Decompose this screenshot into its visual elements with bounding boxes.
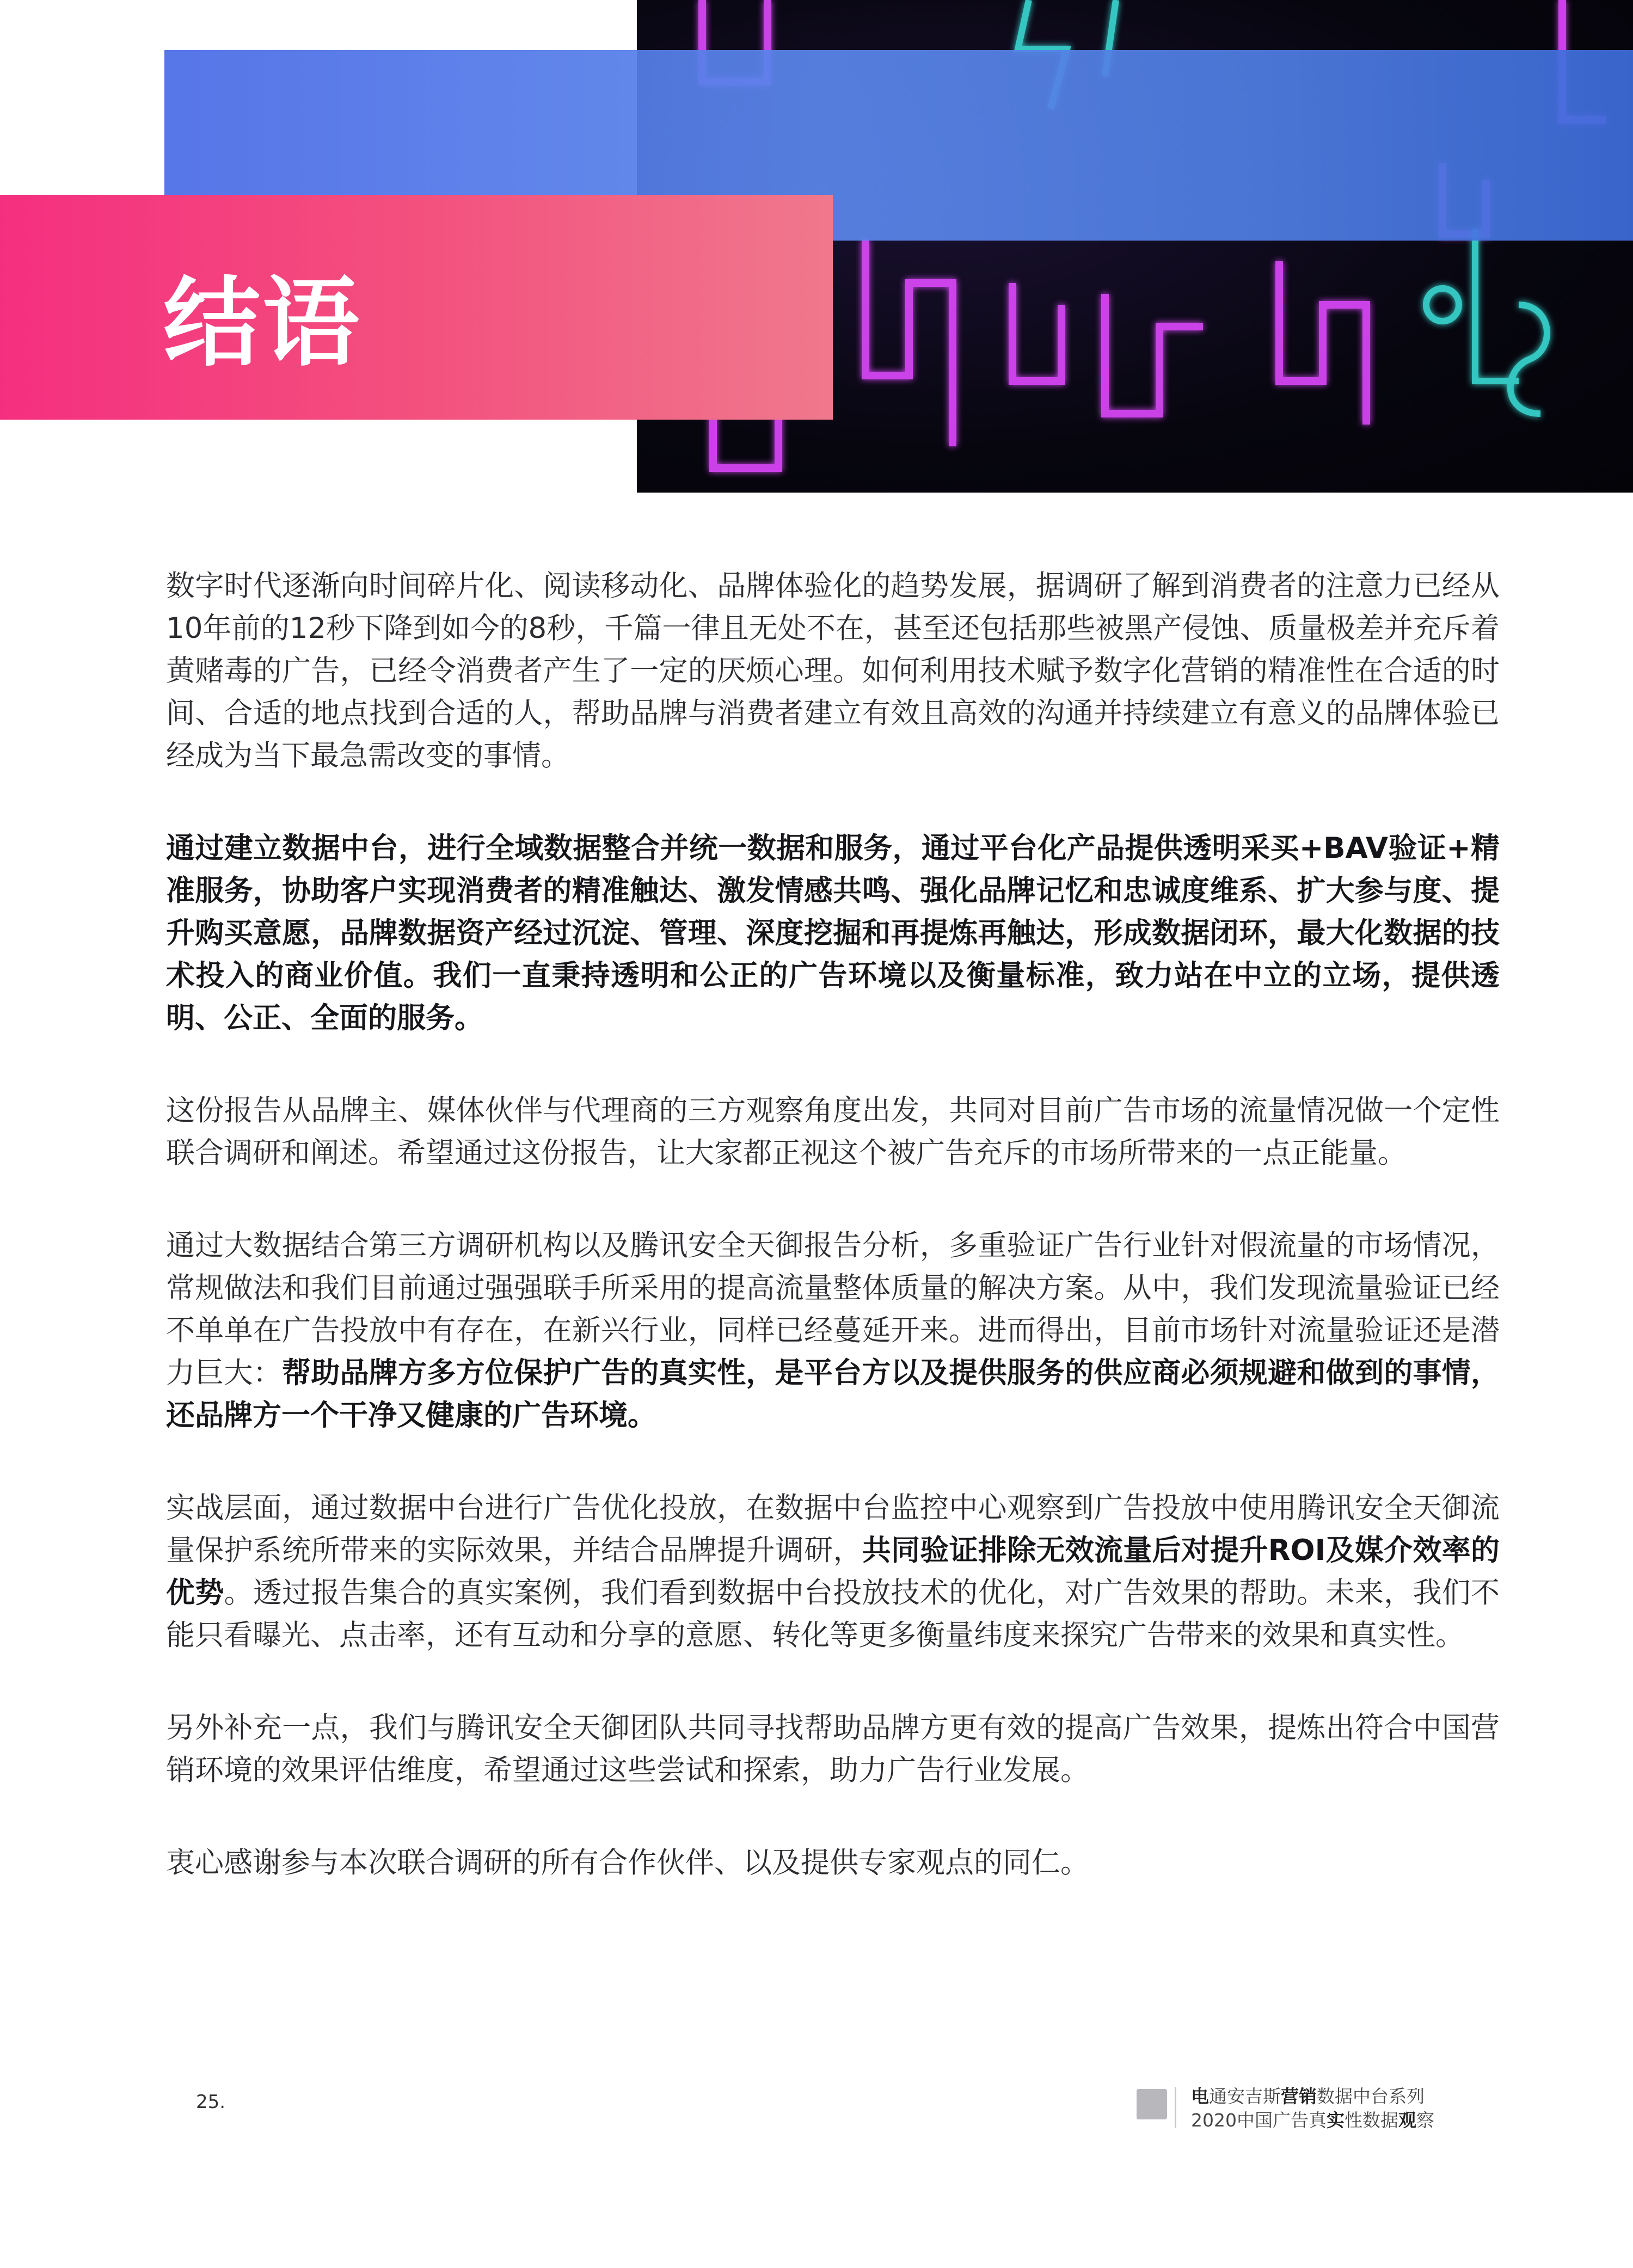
header-pink-band (0, 195, 833, 420)
paragraph-4-emphasis: 帮助品牌方多方位保护广告的真实性，是平台方以及提供服务的供应商必须规避和做到的事情，还品牌方一个干净又健康的广告环境。 (166, 1356, 1500, 1432)
report-series-line-1 (1191, 2085, 1434, 2109)
report-series-line-2 (1191, 2109, 1434, 2132)
series-text: 性数据 (1344, 2110, 1398, 2131)
publisher-logo-icon (1137, 2089, 1167, 2119)
series-text-bold: 营销 (1281, 2086, 1317, 2107)
page-number: 25. (196, 2091, 226, 2113)
paragraph-6: 另外补充一点，我们与腾讯安全天御团队共同寻找帮助品牌方更有效的提高广告效果，提炼出符合中国营销环境的效果评估维度，希望通过这些尝试和探索，助力广告行业发展。 (166, 1711, 1500, 1787)
article-body (166, 565, 1500, 1934)
paragraph-5-emphasis: 共同验证排除无效流量后对提升ROI及媒介效率的优势 (166, 1534, 1500, 1609)
paragraph-4 (166, 1225, 1500, 1437)
paragraph-3: 这份报告从品牌主、媒体伙伴与代理商的三方观察角度出发，共同对目前广告市场的流量情况做一个定性联合调研和阐述。希望通过这份报告，让大家都正视这个被广告充斥的市场所带来的一点正能量。 (166, 1094, 1500, 1170)
series-text: 通安吉斯 (1209, 2086, 1281, 2107)
paragraph-5-text-b: 。透过报告集合的真实案例，我们看到数据中台投放技术的优化，对广告效果的帮助。未来，我们不能只看曝光、点击率，还有互动和分享的意愿、转化等更多衡量纬度来探究广告带来的效果和真实性。 (166, 1576, 1500, 1652)
series-text-bold: 观 (1398, 2110, 1416, 2131)
series-text-bold: 实 (1326, 2110, 1345, 2131)
series-text: 数据中台系列 (1317, 2086, 1425, 2107)
paragraph-1: 数字时代逐渐向时间碎片化、阅读移动化、品牌体验化的趋势发展，据调研了解到消费者的注意力已经从10年前的12秒下降到如今的8秒，千篇一律且无处不在，甚至还包括那些被黑产侵蚀、质量极差并充斥着黄赌毒的广告，已经令消费者产生了一定的厌烦心理。如何利用技术赋予数字化营销的精准性在合适的时间、合适的地点找到合适的人，帮助品牌与消费者建立有效且高效的沟通并持续建立有意义的品牌体验已经成为当下最急需改变的事情。 (166, 569, 1500, 772)
series-text: 2020中国广告真 (1191, 2110, 1327, 2131)
paragraph-5 (166, 1487, 1500, 1657)
report-series-title (1191, 2085, 1434, 2132)
paragraph-2: 通过建立数据中台，进行全域数据整合并统一数据和服务，通过平台化产品提供透明采买+BAV验证+精准服务，协助客户实现消费者的精准触达、激发情感共鸣、强化品牌记忆和忠诚度维系、扩大参与度、提升购买意愿，品牌数据资产经过沉淀、管理、深度挖掘和再提炼再触达，形成数据闭环，最大化数据的技术投入的商业价值。我们一直秉持透明和公正的广告环境以及衡量标准，致力站在中立的立场，提供透明、公正、全面的服务。 (166, 832, 1500, 1035)
page-title: 结语 (163, 267, 361, 379)
series-text-bold: 电 (1191, 2086, 1209, 2107)
paragraph-7: 衷心感谢参与本次联合调研的所有合作伙伴、以及提供专家观点的同仁。 (166, 1846, 1089, 1879)
paragraph-5-text-a: 实战层面，通过数据中台进行广告优化投放，在数据中台监控中心观察到广告投放中使用腾讯安全天御流量保护系统所带来的实际效果，并结合品牌提升调研， (166, 1491, 1500, 1567)
footer-divider (1175, 2087, 1176, 2128)
paragraph-4-text: 通过大数据结合第三方调研机构以及腾讯安全天御报告分析，多重验证广告行业针对假流量的市场情况，常规做法和我们目前通过强强联手所采用的提高流量整体质量的解决方案。从中，我们发现流量验证已经不单单在广告投放中有存在，在新兴行业，同样已经蔓延开来。进而得出，目前市场针对流量验证还是潜力巨大： (166, 1229, 1500, 1390)
series-text: 察 (1416, 2110, 1434, 2131)
